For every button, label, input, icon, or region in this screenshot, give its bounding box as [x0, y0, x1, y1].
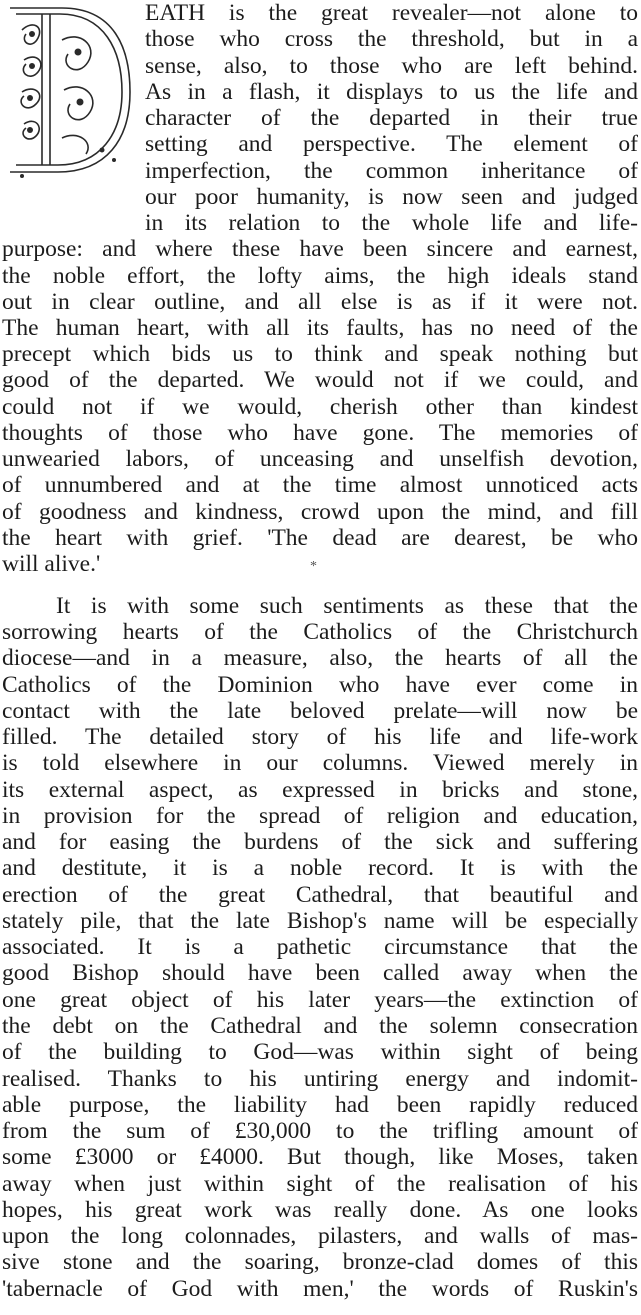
text-line: thoughts of those who have gone. The memories of	[2, 420, 638, 446]
text-line: out in clear outline, and all else is as if it were not.	[2, 289, 638, 315]
text-line: hopes, his great work was really done. As one looks	[2, 1197, 638, 1223]
text-line: sense, also, to those who are left behind.	[145, 53, 638, 79]
text-line: its external aspect, as expressed in bricks and stone,	[2, 777, 638, 803]
text-line: those who cross the threshold, but in a	[145, 26, 638, 52]
ornamental-drop-cap-d	[2, 0, 138, 182]
text-line: is told elsewhere in our columns. Viewed merely in	[2, 750, 638, 776]
text-line: good of the departed. We would not if we could, and	[2, 367, 638, 393]
text-line: purpose: and where these have been sincere and earnest,	[2, 236, 638, 262]
section-separator: *	[310, 559, 317, 574]
text-line: of the building to God—was within sight of being	[2, 1039, 638, 1065]
text-line: diocese—and in a measure, also, the hearts of all the	[2, 645, 638, 671]
text-line: of unnumbered and at the time almost unnoticed acts	[2, 472, 638, 498]
text-line: some £3000 or £4000. But though, like Moses, taken	[2, 1144, 638, 1170]
text-line: the heart with grief. 'The dead are dearest, be who	[2, 525, 638, 551]
text-line: in provision for the spread of religion and education,	[2, 803, 638, 829]
text-line: EATH is the great revealer—not alone to	[145, 0, 638, 26]
text-line: of goodness and kindness, crowd upon the mind, and fill	[2, 499, 638, 525]
text-line: able purpose, the liability had been rapidly reduced	[2, 1092, 638, 1118]
text-line: could not if we would, cherish other than kindest	[2, 394, 638, 420]
text-line: upon the long colonnades, pilasters, and walls of mas-	[2, 1223, 638, 1249]
text-line: erection of the great Cathedral, that beautiful and	[2, 882, 638, 908]
text-line: unwearied labors, of unceasing and unselfish devotion,	[2, 446, 638, 472]
text-line: contact with the late beloved prelate—will now be	[2, 698, 638, 724]
text-line: good Bishop should have been called away when the	[2, 960, 638, 986]
text-line: one great object of his later years—the extinction of	[2, 987, 638, 1013]
text-line: stately pile, that the late Bishop's name will be especially	[2, 908, 638, 934]
text-line: and destitute, it is a noble record. It is with the	[2, 855, 638, 881]
text-line: away when just within sight of the realisation of his	[2, 1171, 638, 1197]
text-line: the noble effort, the lofty aims, the high ideals stand	[2, 263, 638, 289]
text-line: precept which bids us to think and speak nothing but	[2, 341, 638, 367]
text-line: associated. It is a pathetic circumstance that the	[2, 934, 638, 960]
text-line: sive stone and the soaring, bronze-clad domes of this	[2, 1249, 638, 1275]
text-line: our poor humanity, is now seen and judged	[145, 184, 638, 210]
text-line: character of the departed in their true	[145, 105, 638, 131]
text-line: and for easing the burdens of the sick and suffering	[2, 829, 638, 855]
text-line: The human heart, with all its faults, has no need of the	[2, 315, 638, 341]
text-line: sorrowing hearts of the Catholics of the Christchurch	[2, 619, 638, 645]
text-line: Catholics of the Dominion who have ever come in	[2, 672, 638, 698]
text-line: It is with some such sentiments as these that the	[56, 593, 638, 619]
text-line: imperfection, the common inheritance of	[145, 158, 638, 184]
text-line: the debt on the Cathedral and the solemn consecration	[2, 1013, 638, 1039]
text-line: will alive.'	[2, 551, 101, 577]
text-line: from the sum of £30,000 to the trifling amount of	[2, 1118, 638, 1144]
text-line: in its relation to the whole life and life-	[145, 210, 638, 236]
text-line: 'tabernacle of God with men,' the words of Ruskin's	[2, 1276, 638, 1302]
text-line: As in a flash, it displays to us the life and	[145, 79, 638, 105]
text-line: filled. The detailed story of his life and life-work	[2, 724, 638, 750]
text-line: realised. Thanks to his untiring energy and indomit-	[2, 1066, 638, 1092]
text-line: setting and perspective. The element of	[145, 131, 638, 157]
